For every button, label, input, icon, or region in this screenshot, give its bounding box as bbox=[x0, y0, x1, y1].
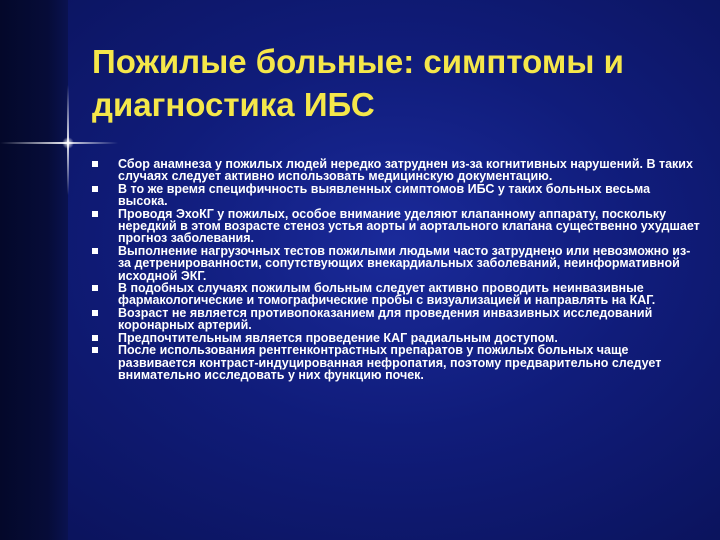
bullet-text: Выполнение нагрузочных тестов пожилыми людьми часто затруднено или невозможно из-за детренированности, сопутствующих внекардиальных заболеваний, неинформативной исходной ЭКГ. bbox=[118, 243, 691, 283]
square-bullet-icon bbox=[92, 161, 98, 167]
square-bullet-icon bbox=[92, 285, 98, 291]
bullet-item bbox=[90, 245, 700, 282]
bullet-item bbox=[90, 183, 700, 208]
sparkle-star-icon bbox=[62, 137, 74, 149]
bullet-text: После использования рентгенконтрастных препаратов у пожилых больных чаще развивается контраст-индуцированная нефропатия, поэтому предварительно следует внимательно исследовать у них функцию почек. bbox=[118, 343, 662, 382]
bullet-text: Сбор анамнеза у пожилых людей нередко затруднен из-за когнитивных нарушений. В таких случаях следует активно использовать медицинскую документацию. bbox=[118, 157, 693, 184]
square-bullet-icon bbox=[92, 347, 98, 353]
square-bullet-icon bbox=[92, 186, 98, 192]
square-bullet-icon bbox=[92, 335, 98, 341]
square-bullet-icon bbox=[92, 310, 98, 316]
bullet-text: Возраст не является противопоказанием для проведения инвазивных исследований коронарных артерий. bbox=[118, 305, 653, 333]
sparkle-horizontal-ray bbox=[0, 142, 118, 144]
bullet-item bbox=[90, 208, 700, 245]
square-bullet-icon bbox=[92, 211, 98, 217]
bullet-item bbox=[90, 282, 700, 307]
bullet-item bbox=[90, 344, 700, 381]
bullet-text: Проводя ЭхоКГ у пожилых, особое внимание уделяют клапанному аппарату, поскольку нередкий в этом возрасте стеноз устья аорты и аортального клапана существенно ухудшает прогноз заболевания. bbox=[118, 206, 700, 246]
square-bullet-icon bbox=[92, 248, 98, 254]
left-dark-band bbox=[0, 0, 68, 540]
bullet-text: В подобных случаях пожилым больным следует активно проводить неинвазивные фармакологические и томографические пробы с визуализацией и направлять на КАГ. bbox=[118, 281, 656, 308]
bullet-text: Предпочтительным является проведение КАГ радиальным доступом. bbox=[118, 330, 558, 345]
bullet-list bbox=[90, 158, 700, 381]
bullet-item bbox=[90, 158, 700, 183]
bullet-item bbox=[90, 307, 700, 332]
bullet-text: В то же время специфичность выявленных симптомов ИБС у таких больных весьма высока. bbox=[118, 181, 651, 209]
slide-title: Пожилые больные: симптомы и диагностика ИБС bbox=[92, 43, 624, 123]
